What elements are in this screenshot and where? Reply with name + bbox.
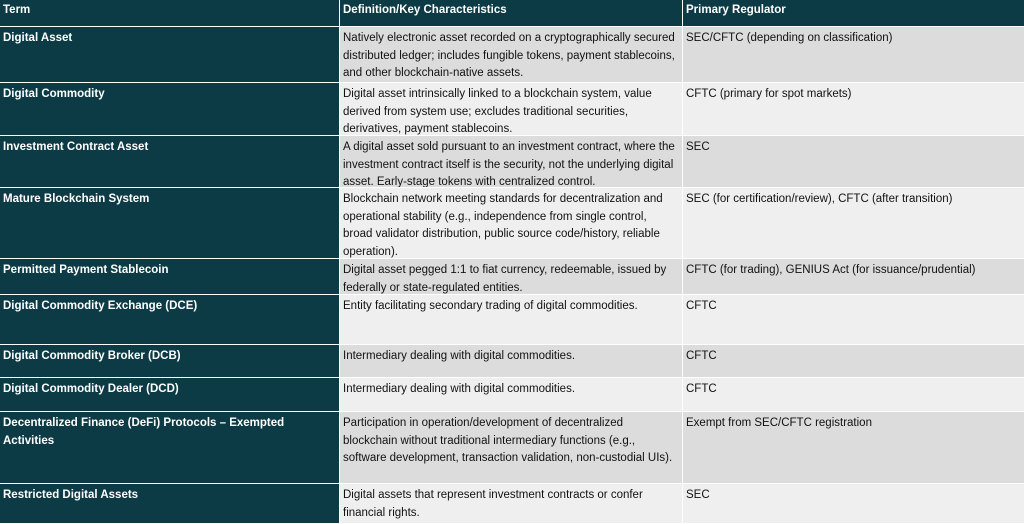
definition-cell: Entity facilitating secondary trading of digital commodities. [340, 295, 683, 345]
regulator-cell: CFTC [683, 295, 1024, 345]
regulator-cell: SEC [683, 484, 1024, 524]
definition-cell: Blockchain network meeting standards for decentralization and operational stability (e.g., independence from single control, broad validator distribution, public source code/history, reliable operation). [340, 188, 683, 259]
regulator-cell: SEC/CFTC (depending on classification) [683, 27, 1024, 83]
definition-cell: Digital asset intrinsically linked to a blockchain system, value derived from system use; excludes traditional securities, derivatives, payment stablecoins. [340, 83, 683, 136]
term-cell: Digital Commodity Broker (DCB) [0, 345, 340, 378]
term-cell: Investment Contract Asset [0, 136, 340, 188]
definition-cell: Digital assets that represent investment contracts or confer financial rights. [340, 484, 683, 524]
definition-cell: Natively electronic asset recorded on a cryptographically secured distributed ledger; includes fungible tokens, payment stablecoins, and other blockchain-native assets. [340, 27, 683, 83]
term-cell: Digital Asset [0, 27, 340, 83]
definition-cell: Participation in operation/development of decentralized blockchain without traditional intermediary functions (e.g., software development, transaction validation, non-custodial UIs). [340, 412, 683, 484]
regulator-cell: SEC (for certification/review), CFTC (after transition) [683, 188, 1024, 259]
header-term: Term [0, 0, 340, 27]
regulator-cell: CFTC (for trading), GENIUS Act (for issuance/prudential) [683, 259, 1024, 295]
regulator-cell: CFTC [683, 378, 1024, 412]
term-cell: Digital Commodity Exchange (DCE) [0, 295, 340, 345]
header-regulator: Primary Regulator [683, 0, 1024, 27]
term-cell: Digital Commodity [0, 83, 340, 136]
definition-cell: Digital asset pegged 1:1 to fiat currency, redeemable, issued by federally or state-regulated entities. [340, 259, 683, 295]
term-cell: Decentralized Finance (DeFi) Protocols – Exempted Activities [0, 412, 340, 484]
header-definition: Definition/Key Characteristics [340, 0, 683, 27]
term-cell: Permitted Payment Stablecoin [0, 259, 340, 295]
definition-cell: Intermediary dealing with digital commodities. [340, 378, 683, 412]
term-cell: Digital Commodity Dealer (DCD) [0, 378, 340, 412]
definition-cell: A digital asset sold pursuant to an investment contract, where the investment contract itself is the security, not the underlying digital asset. Early-stage tokens with centralized control. [340, 136, 683, 188]
regulator-cell: SEC [683, 136, 1024, 188]
term-cell: Mature Blockchain System [0, 188, 340, 259]
regulator-cell: Exempt from SEC/CFTC registration [683, 412, 1024, 484]
term-cell: Restricted Digital Assets [0, 484, 340, 524]
regulator-cell: CFTC [683, 345, 1024, 378]
regulator-cell: CFTC (primary for spot markets) [683, 83, 1024, 136]
definition-cell: Intermediary dealing with digital commodities. [340, 345, 683, 378]
